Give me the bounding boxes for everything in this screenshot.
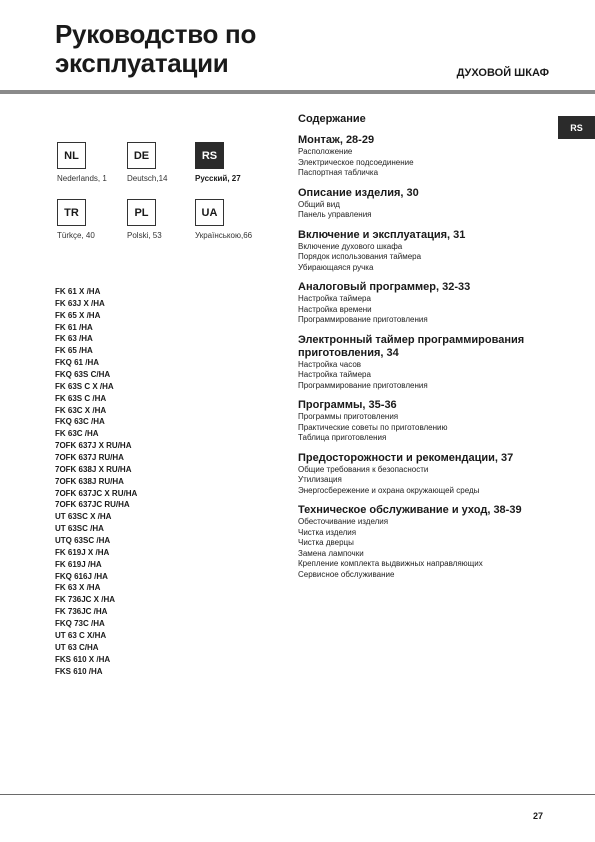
- toc-item: Программы приготовления: [298, 412, 399, 421]
- toc-section: [298, 187, 560, 221]
- model-list-item: FK 61 X /HA: [55, 287, 101, 296]
- model-list-item: UTQ 63SC /HA: [55, 536, 111, 546]
- toc-item: Общий вид: [298, 199, 340, 209]
- toc-item: Замена лампочки: [298, 548, 364, 558]
- toc-section-title[interactable]: Электронный таймер программирования приготовления, 34: [298, 333, 525, 359]
- language-code-box[interactable]: TR: [57, 199, 86, 226]
- model-list-item: 7OFK 638J X RU/HA: [55, 464, 132, 474]
- toc-section-title[interactable]: Аналоговый программер, 32-33: [298, 281, 471, 293]
- model-list-item: FKQ 63C /HA: [55, 417, 105, 427]
- model-list-item: FK 63C /HA: [55, 429, 99, 439]
- toc-item: Обесточивание изделия: [298, 517, 389, 526]
- page-title: [55, 20, 256, 78]
- toc-section: [298, 504, 560, 580]
- toc-section-title[interactable]: Техническое обслуживание и уход, 38-39: [298, 504, 522, 516]
- toc-section: [298, 281, 560, 326]
- language-item-pl[interactable]: [127, 199, 162, 240]
- toc-section-title[interactable]: Включение и эксплуатация, 31: [298, 228, 466, 241]
- model-list-item: FKS 610 /HA: [55, 666, 103, 676]
- language-code-box[interactable]: DE: [127, 142, 156, 169]
- model-list-item: 7OFK 637JC RU/HA: [55, 500, 130, 510]
- model-list-item: FK 63J X /HA: [55, 298, 105, 308]
- language-label: Polski, 53: [127, 231, 162, 240]
- toc-item: Чистка изделия: [298, 527, 357, 537]
- toc-item: Таблица приготовления: [298, 433, 387, 442]
- title-line-2: эксплуатации: [55, 48, 229, 78]
- toc-item: Энергосбережение и охрана окружающей среды: [298, 485, 480, 495]
- language-item-rs[interactable]: [195, 142, 241, 183]
- toc-section-title[interactable]: Монтаж, 28-29: [298, 134, 375, 146]
- language-label: Deutsch,14: [127, 174, 168, 183]
- model-list-item: FK 65 X /HA: [55, 310, 101, 320]
- language-label: Українською,66: [195, 231, 253, 240]
- model-list-item: FK 619J X /HA: [55, 547, 110, 557]
- model-list-item: FKQ 616J /HA: [55, 571, 108, 581]
- toc-item: Паспортная табличка: [298, 168, 379, 177]
- toc-item: Программирование приготовления: [298, 380, 428, 390]
- table-of-contents: [298, 112, 560, 580]
- language-code-box[interactable]: NL: [57, 142, 86, 169]
- toc-section: [298, 334, 560, 392]
- toc-item: Настройка времени: [298, 304, 372, 314]
- header-rule: [0, 90, 595, 94]
- toc-item: Утилизация: [298, 475, 342, 484]
- toc-item: Расположение: [298, 147, 353, 156]
- model-list-item: FK 65 /HA: [55, 346, 93, 356]
- model-list-item: FK 63S C /HA: [55, 393, 107, 403]
- toc-section: [298, 134, 560, 179]
- language-code-box-active[interactable]: RS: [195, 142, 224, 169]
- product-subtitle: ДУХОВОЙ ШКАФ: [456, 67, 549, 79]
- toc-section: [298, 452, 560, 497]
- language-label: Türkçe, 40: [57, 231, 95, 240]
- model-list-item: FK 736JC /HA: [55, 607, 108, 617]
- model-list-item: 7OFK 637J RU/HA: [55, 453, 124, 463]
- model-list: [55, 286, 137, 677]
- toc-item: Убирающаяся ручка: [298, 262, 374, 272]
- model-list-item: FKQ 61 /HA: [55, 358, 100, 368]
- language-code-box[interactable]: PL: [127, 199, 156, 226]
- model-list-item: UT 63SC /HA: [55, 524, 104, 534]
- language-side-tab[interactable]: RS: [558, 116, 595, 139]
- language-code-box[interactable]: UA: [195, 199, 224, 226]
- toc-section: [298, 399, 560, 444]
- toc-item: Крепление комплекта выдвижных направляющих: [298, 559, 483, 568]
- model-list-item: FK 61 /HA: [55, 322, 93, 332]
- page-number: 27: [532, 811, 543, 821]
- language-item-tr[interactable]: [57, 199, 95, 240]
- toc-section-title[interactable]: Программы, 35-36: [298, 399, 397, 411]
- toc-item: Чистка дверцы: [298, 538, 354, 547]
- language-item-ua[interactable]: [195, 199, 252, 240]
- model-list-item: FK 63C X /HA: [55, 405, 107, 415]
- footer-rule: [0, 794, 595, 795]
- model-list-item: 7OFK 637J X RU/HA: [55, 441, 132, 451]
- toc-section-title[interactable]: Описание изделия, 30: [298, 186, 419, 199]
- toc-item: Электрическое подсоединение: [298, 157, 414, 167]
- toc-item: Общие требования к безопасности: [298, 464, 429, 474]
- toc-item: Настройка часов: [298, 359, 362, 369]
- toc-item: Настройка таймера: [298, 370, 371, 379]
- model-list-item: FK 619J /HA: [55, 559, 102, 569]
- model-list-item: FKS 610 X /HA: [55, 654, 111, 664]
- language-label: Nederlands, 1: [57, 174, 107, 183]
- toc-heading: Содержание: [298, 113, 366, 125]
- toc-item: Включение духового шкафа: [298, 241, 403, 251]
- model-list-item: UT 63 C X/HA: [55, 630, 107, 640]
- language-item-de[interactable]: [127, 142, 167, 183]
- model-list-item: FK 736JC X /HA: [55, 595, 116, 605]
- model-list-item: 7OFK 638J RU/HA: [55, 476, 124, 486]
- language-label-active: Русский, 27: [195, 174, 241, 183]
- model-list-item: FKQ 63S C/HA: [55, 370, 111, 380]
- toc-item: Порядок использования таймера: [298, 252, 422, 261]
- model-list-item: FK 63S C X /HA: [55, 381, 114, 391]
- toc-section: [298, 229, 560, 274]
- language-item-nl[interactable]: [57, 142, 107, 183]
- toc-section-title[interactable]: Предосторожности и рекомендации, 37: [298, 451, 514, 464]
- model-list-item: FKQ 73C /HA: [55, 619, 105, 629]
- toc-item: Сервисное обслуживание: [298, 569, 395, 579]
- toc-item: Настройка таймера: [298, 294, 371, 303]
- model-list-item: FK 63 X /HA: [55, 583, 101, 593]
- model-list-item: FK 63 /HA: [55, 334, 93, 344]
- toc-item: Панель управления: [298, 210, 372, 219]
- title-line-1: Руководство по: [55, 19, 257, 49]
- model-list-item: UT 63 C/HA: [55, 642, 99, 652]
- toc-item: Практические советы по приготовлению: [298, 422, 448, 432]
- model-list-item: 7OFK 637JC X RU/HA: [55, 488, 138, 498]
- model-list-item: UT 63SC X /HA: [55, 512, 112, 522]
- toc-item: Программирование приготовления: [298, 315, 428, 324]
